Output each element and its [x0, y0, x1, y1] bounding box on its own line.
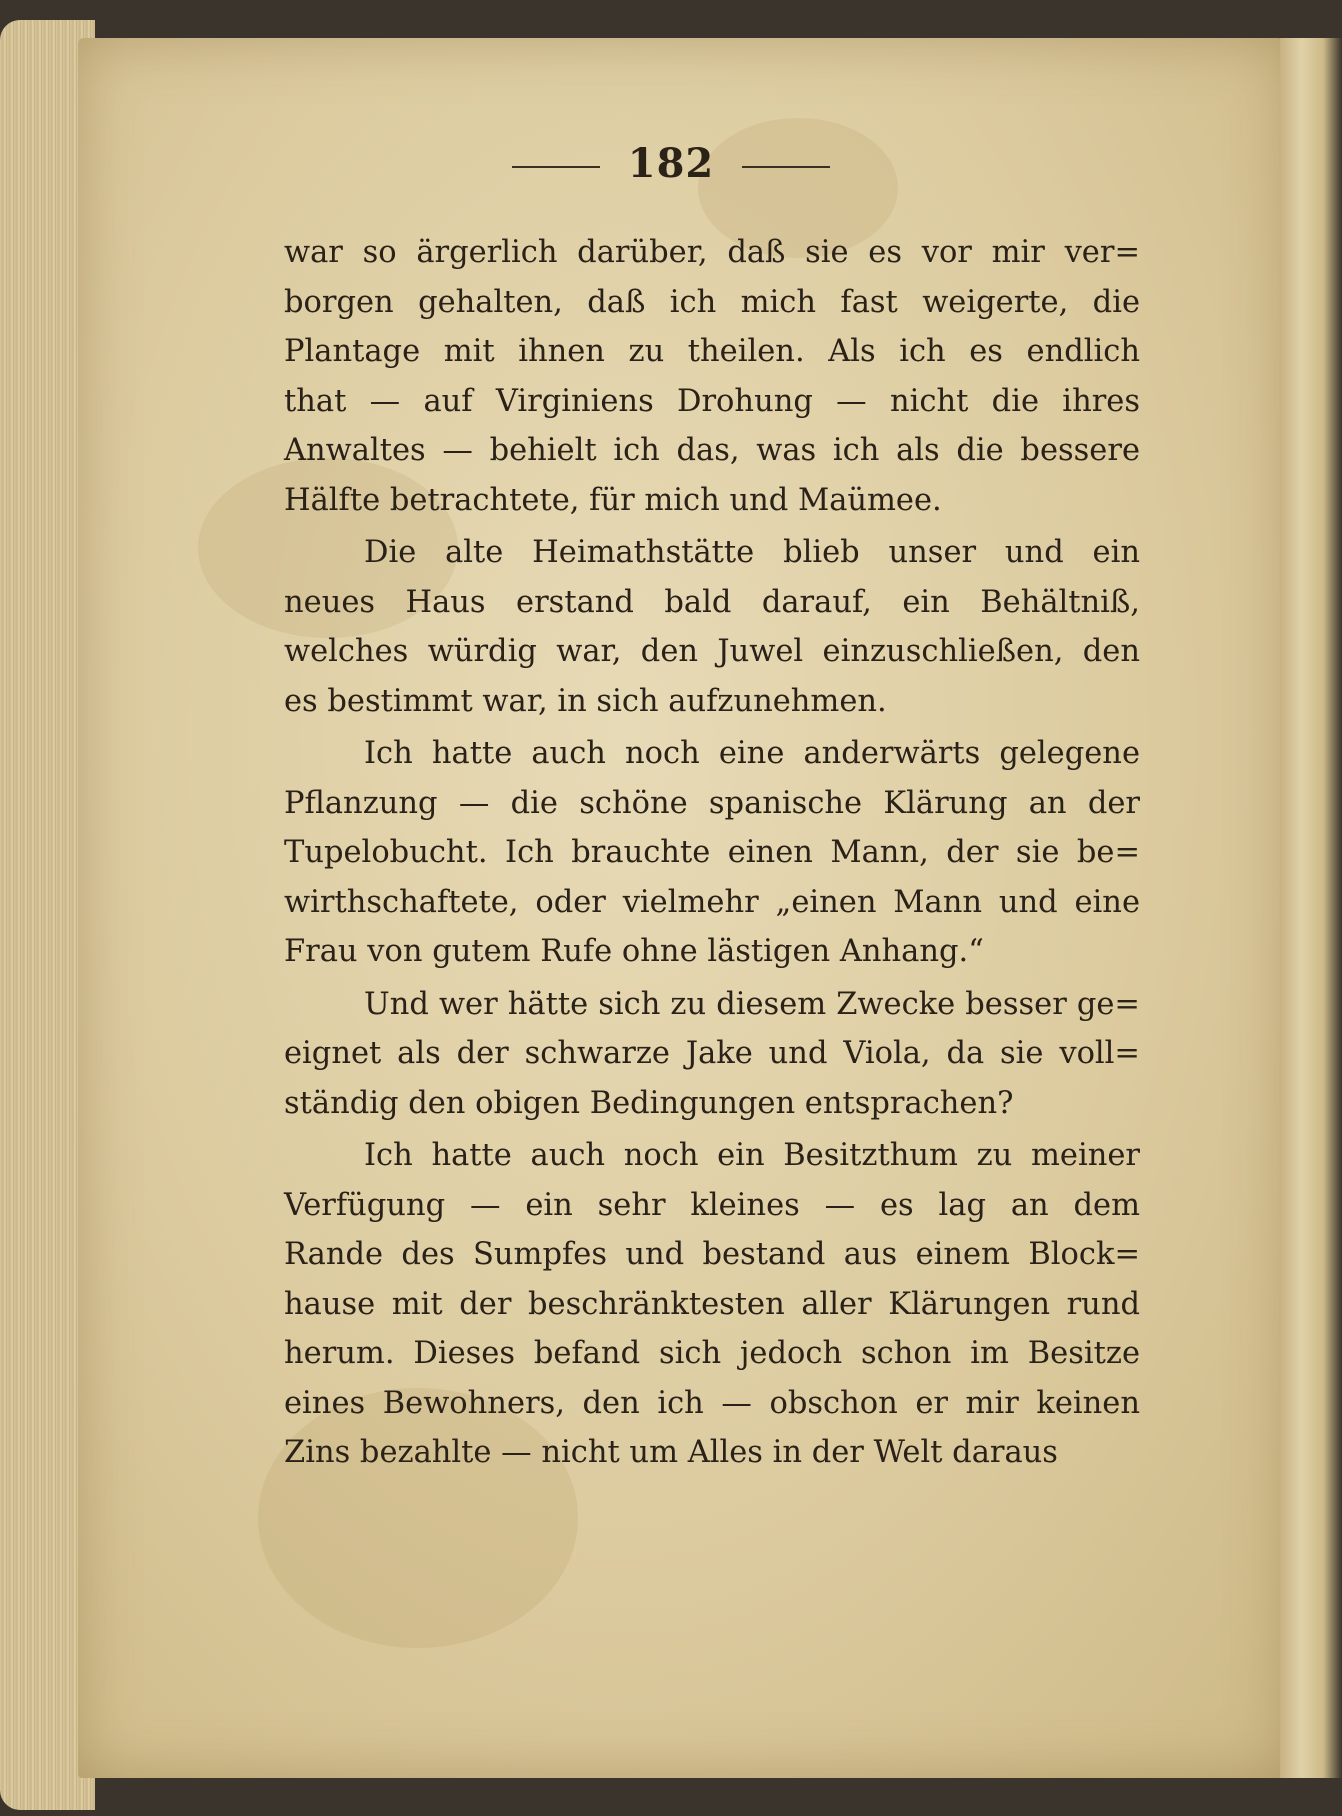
text-line: wirthschaftete, oder vielmehr „einen Mann und eine — [284, 884, 1140, 920]
text-line: Plantage mit ihnen zu theilen. Als ich es endlich — [284, 334, 1140, 369]
paragraph — [284, 1131, 1140, 1478]
text-line: neues Haus erstand bald darauf, ein Behältniß, — [284, 584, 1140, 620]
text-line: Und wer hätte sich zu diesem Zwecke besser ge= — [364, 986, 1140, 1022]
text-line: es bestimmt war, in sich aufzunehmen. — [284, 683, 887, 719]
header-rule-right — [742, 166, 830, 168]
text-line: Hälfte betrachtete, für mich und Maümee. — [284, 482, 942, 518]
text-line: borgen gehalten, daß ich mich fast weigerte, die — [284, 284, 1140, 320]
text-line: Verfügung — ein sehr kleines — es lag an dem — [284, 1187, 1140, 1223]
text-line: Pflanzung — die schöne spanische Klärung an der — [284, 785, 1140, 821]
paragraph-gap — [284, 1478, 1140, 1481]
text-line: Die alte Heimathstätte blieb unser und ein — [364, 535, 1140, 570]
text-line: Tupelobucht. Ich brauchte einen Mann, der sie be= — [284, 835, 1140, 870]
book-gutter — [1280, 38, 1342, 1778]
text-line: welches würdig war, den Juwel einzuschließen, den — [284, 634, 1140, 669]
page-header — [0, 140, 1342, 187]
text-line: ständig den obigen Bedingungen entsprachen? — [284, 1085, 1014, 1121]
text-line: Zins bezahlte — nicht um Alles in der Welt daraus — [284, 1435, 1058, 1470]
text-line: that — auf Virginiens Drohung — nicht die ihres — [284, 383, 1140, 419]
text-line: Anwaltes — behielt ich das, was ich als die bessere — [284, 433, 1140, 468]
header-rule-left — [512, 166, 600, 168]
paragraph — [284, 528, 1140, 726]
text-line: Rande des Sumpfes und bestand aus einem Block= — [284, 1237, 1140, 1272]
paragraph — [284, 228, 1140, 525]
text-line: war so ärgerlich darüber, daß sie es vor mir ver= — [284, 235, 1140, 270]
text-line: Ich hatte auch noch ein Besitzthum zu meiner — [364, 1138, 1140, 1173]
text-line: eignet als der schwarze Jake und Viola, da sie voll= — [284, 1036, 1140, 1071]
text-line: herum. Dieses befand sich jedoch schon im Besitze — [284, 1336, 1140, 1371]
page-number: 182 — [627, 140, 715, 187]
paragraph — [284, 729, 1140, 977]
text-line: hause mit der beschränktesten aller Klärungen rund — [284, 1286, 1140, 1322]
text-line: Ich hatte auch noch eine anderwärts gelegene — [364, 736, 1140, 771]
text-line: eines Bewohners, den ich — obschon er mir keinen — [284, 1385, 1140, 1421]
paragraph — [284, 980, 1140, 1129]
text-line: Frau von gutem Rufe ohne lästigen Anhang.“ — [284, 934, 984, 969]
body-text — [284, 228, 1140, 1481]
